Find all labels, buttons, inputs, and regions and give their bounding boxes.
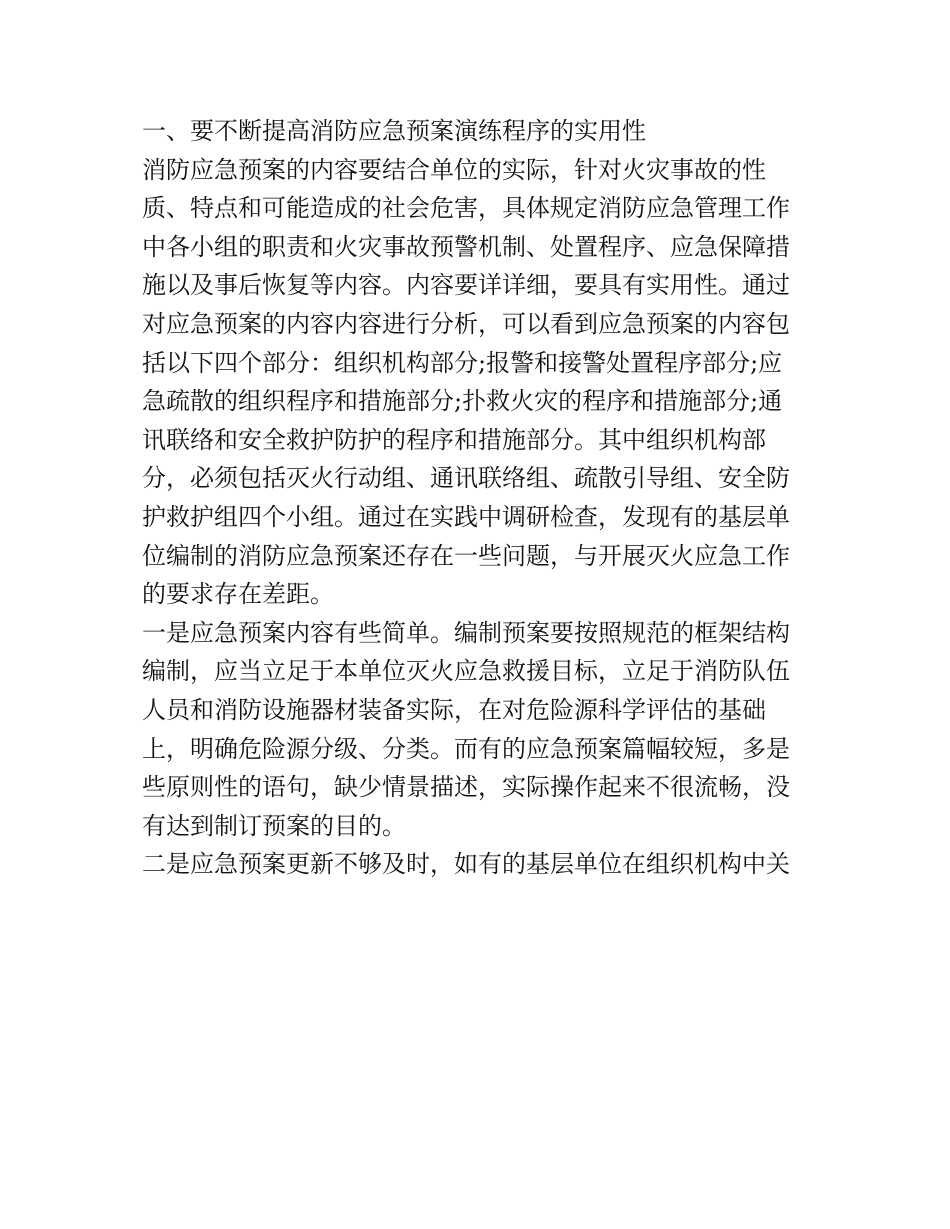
text-line: 的要求存在差距。 xyxy=(142,580,334,609)
text-line: 施以及事后恢复等内容。内容要详详细，要具有实用性。通过 xyxy=(142,271,790,300)
section-heading: 一、要不断提高消防应急预案演练程序的实用性 xyxy=(142,117,646,145)
text-line: 讯联络和安全救护防护的程序和措施部分。其中组织机构部 xyxy=(142,425,766,454)
text-line: 位编制的消防应急预案还存在一些问题，与开展灭火应急工作 xyxy=(142,541,790,570)
paragraph-3 xyxy=(142,845,814,884)
text-line: 人员和消防设施器材装备实际，在对危险源科学评估的基础 xyxy=(142,695,766,724)
text-line: 护救护组四个小组。通过在实践中调研检查，发现有的基层单 xyxy=(142,502,790,531)
text-line: 有达到制订预案的目的。 xyxy=(142,811,406,840)
text-line: 一是应急预案内容有些简单。编制预案要按照规范的框架结构 xyxy=(142,618,790,647)
text-line: 分，必须包括灭火行动组、通讯联络组、疏散引导组、安全防 xyxy=(142,464,790,493)
text-line: 质、特点和可能造成的社会危害，具体规定消防应急管理工作 xyxy=(142,194,790,223)
text-line: 消防应急预案的内容要结合单位的实际，针对火灾事故的性 xyxy=(142,155,766,184)
paragraph-2 xyxy=(142,614,814,846)
text-line: 二是应急预案更新不够及时，如有的基层单位在组织机构中关 xyxy=(142,850,790,879)
text-line: 括以下四个部分：组织机构部分;报警和接警处置程序部分;应 xyxy=(142,348,783,377)
text-line: 对应急预案的内容内容进行分析，可以看到应急预案的内容包 xyxy=(142,309,790,338)
text-line: 急疏散的组织程序和措施部分;扑救火灾的程序和措施部分;通 xyxy=(142,387,783,416)
text-line: 中各小组的职责和火灾事故预警机制、处置程序、应急保障措 xyxy=(142,232,790,261)
text-line: 编制，应当立足于本单位灭火应急救援目标，立足于消防队伍 xyxy=(142,657,790,686)
paragraph-1 xyxy=(142,151,814,614)
text-line: 上，明确危险源分级、分类。而有的应急预案篇幅较短，多是 xyxy=(142,734,790,763)
document-body xyxy=(142,112,814,884)
text-line: 些原则性的语句，缺少情景描述，实际操作起来不很流畅，没 xyxy=(142,773,790,802)
